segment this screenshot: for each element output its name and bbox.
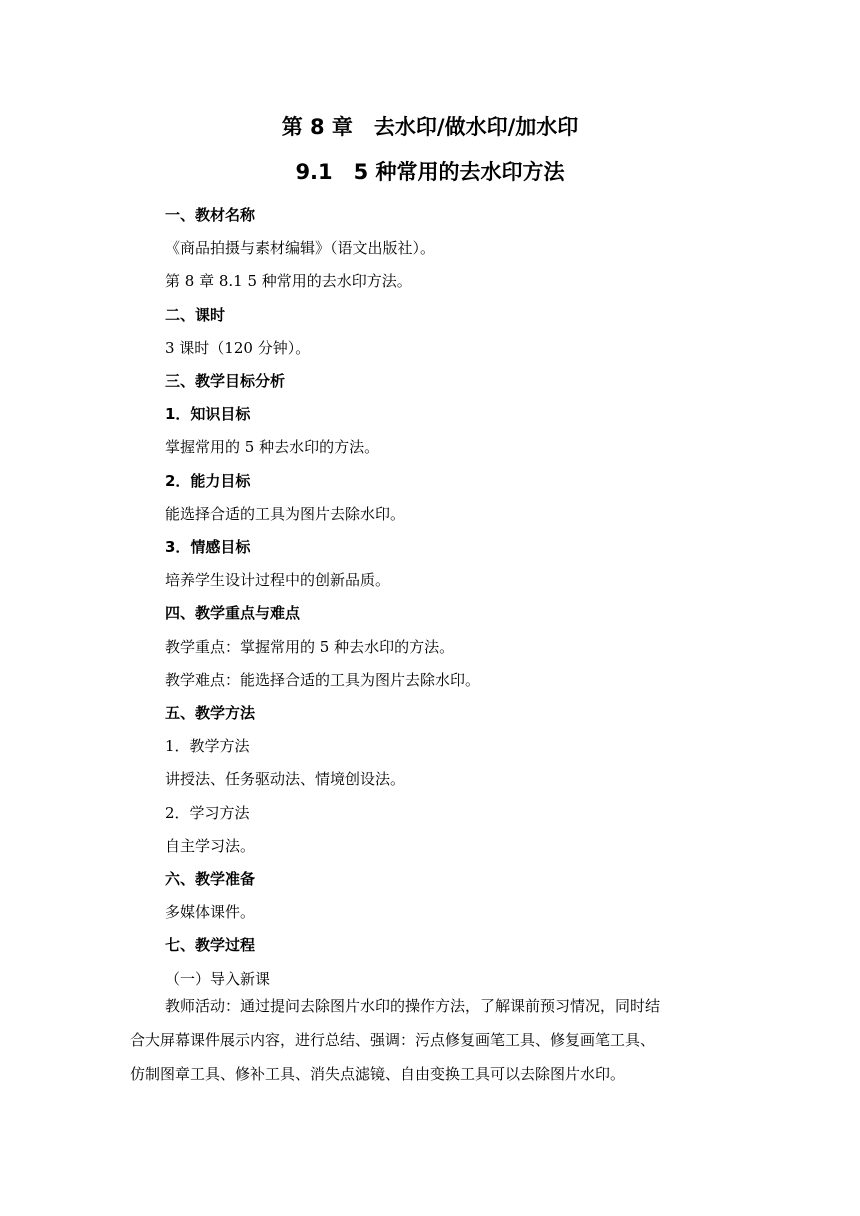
body-text-line: 2．学习方法 xyxy=(165,804,250,822)
paragraph-line-3: 仿制图章工具、修补工具、消失点滤镜、自由变换工具可以去除图片水印。 xyxy=(130,1065,626,1083)
section-heading: 1．知识目标 xyxy=(165,405,251,423)
paragraph-line-1: 教师活动：通过提问去除图片水印的操作方法，了解课前预习情况，同时结 xyxy=(165,997,661,1015)
section-heading: 三、教学目标分析 xyxy=(165,372,286,390)
body-text-line: 自主学习法。 xyxy=(165,837,256,855)
section-heading: 七、教学过程 xyxy=(165,936,256,954)
body-text-line: （一）导入新课 xyxy=(165,970,271,988)
body-text-line: 1．教学方法 xyxy=(165,737,250,755)
section-title: 9.1 5 种常用的去水印方法 xyxy=(295,160,565,184)
section-heading: 二、课时 xyxy=(165,306,226,324)
body-text-line: 教学重点：掌握常用的 5 种去水印的方法。 xyxy=(165,638,455,656)
section-heading: 四、教学重点与难点 xyxy=(165,604,301,622)
paragraph-line-2: 合大屏幕课件展示内容，进行总结、强调：污点修复画笔工具、修复画笔工具、 xyxy=(130,1031,656,1049)
section-heading: 一、教材名称 xyxy=(165,206,256,224)
body-text-line: 第 8 章 8.1 5 种常用的去水印方法。 xyxy=(165,272,412,290)
body-text-line: 多媒体课件。 xyxy=(165,903,256,921)
body-text-line: 掌握常用的 5 种去水印的方法。 xyxy=(165,438,380,456)
section-heading: 2．能力目标 xyxy=(165,472,251,490)
section-heading: 六、教学准备 xyxy=(165,870,256,888)
chapter-title: 第 8 章 去水印/做水印/加水印 xyxy=(281,115,579,139)
body-text-line: 讲授法、任务驱动法、情境创设法。 xyxy=(165,770,406,788)
body-text-line: 培养学生设计过程中的创新品质。 xyxy=(165,571,391,589)
body-text-line: 能选择合适的工具为图片去除水印。 xyxy=(165,505,406,523)
body-text-line: 教学难点：能选择合适的工具为图片去除水印。 xyxy=(165,671,481,689)
section-heading: 3．情感目标 xyxy=(165,538,251,556)
body-text-line: 3 课时（120 分钟）。 xyxy=(165,339,311,357)
body-text-line: 《商品拍摄与素材编辑》（语文出版社）。 xyxy=(165,239,436,257)
section-heading: 五、教学方法 xyxy=(165,704,256,722)
